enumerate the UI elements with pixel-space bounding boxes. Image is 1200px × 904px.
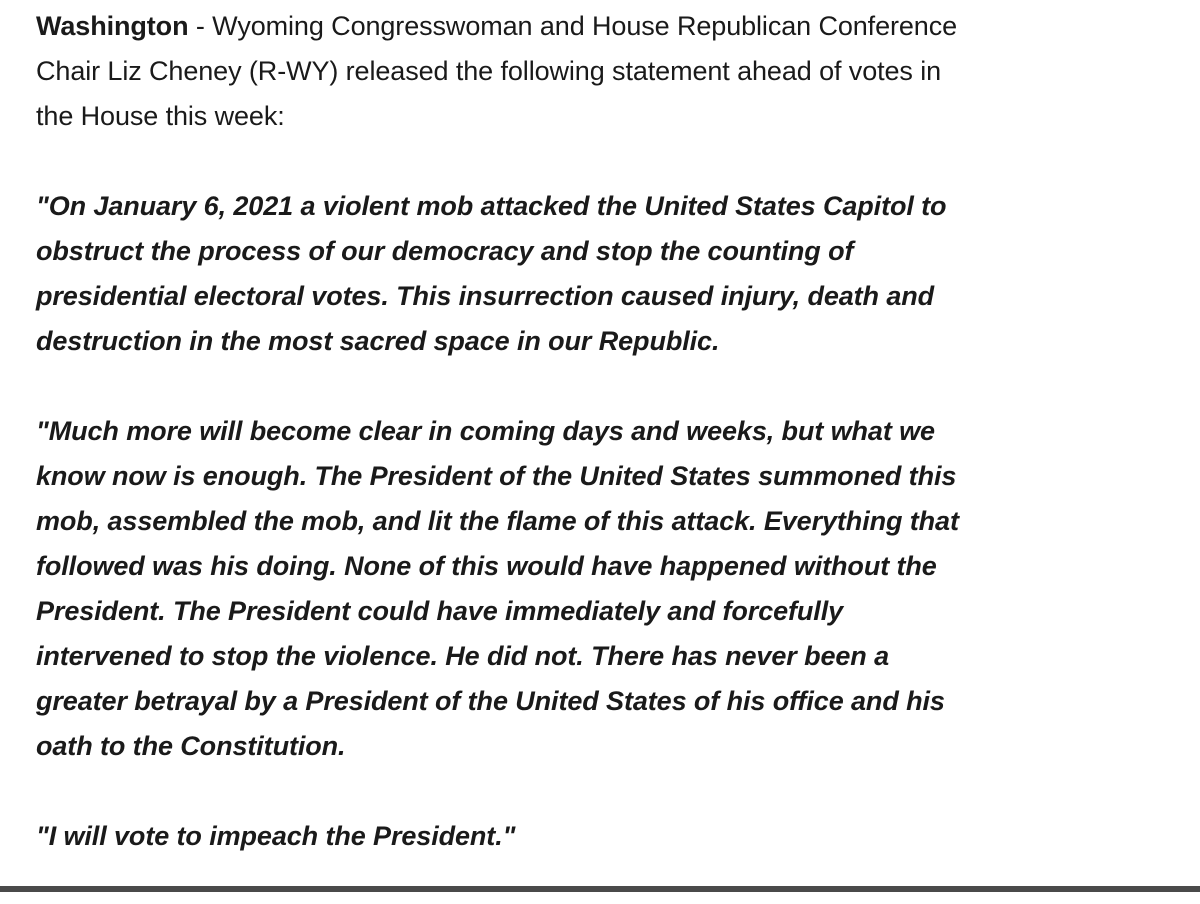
- quote-paragraph-2: [36, 409, 1156, 769]
- quote-paragraph-3: [36, 814, 1156, 859]
- bottom-divider: [0, 886, 1200, 892]
- statement-document: [36, 4, 1156, 904]
- quote2-line: President. The President could have immediately and forcefully: [36, 596, 844, 626]
- intro-paragraph: [36, 4, 1156, 139]
- quote1-line: obstruct the process of our democracy and stop the counting of: [36, 236, 854, 266]
- intro-line-2: Chair Liz Cheney (R-WY) released the following statement ahead of votes in: [36, 56, 942, 86]
- quote1-line: presidential electoral votes. This insurrection caused injury, death and: [36, 281, 935, 311]
- intro-line-1: [36, 4, 1156, 49]
- quote2-line: know now is enough. The President of the United States summoned this: [36, 461, 957, 491]
- quote-paragraph-1: [36, 184, 1156, 364]
- quote1-line: destruction in the most sacred space in our Republic.: [36, 326, 720, 356]
- quote3-line: "I will vote to impeach the President.": [36, 821, 516, 851]
- intro-text-1: - Wyoming Congresswoman and House Republican Conference: [188, 11, 958, 41]
- intro-line-3: the House this week:: [36, 101, 285, 131]
- dateline: Washington: [36, 11, 189, 41]
- quote2-line: mob, assembled the mob, and lit the flame of this attack. Everything that: [36, 506, 959, 536]
- quote2-line: followed was his doing. None of this would have happened without the: [36, 551, 937, 581]
- quote2-line: oath to the Constitution.: [36, 731, 346, 761]
- quote1-line: "On January 6, 2021 a violent mob attacked the United States Capitol to: [36, 191, 947, 221]
- quote2-line: "Much more will become clear in coming days and weeks, but what we: [36, 416, 935, 446]
- quote2-line: greater betrayal by a President of the United States of his office and his: [36, 686, 945, 716]
- quote2-line: intervened to stop the violence. He did not. There has never been a: [36, 641, 890, 671]
